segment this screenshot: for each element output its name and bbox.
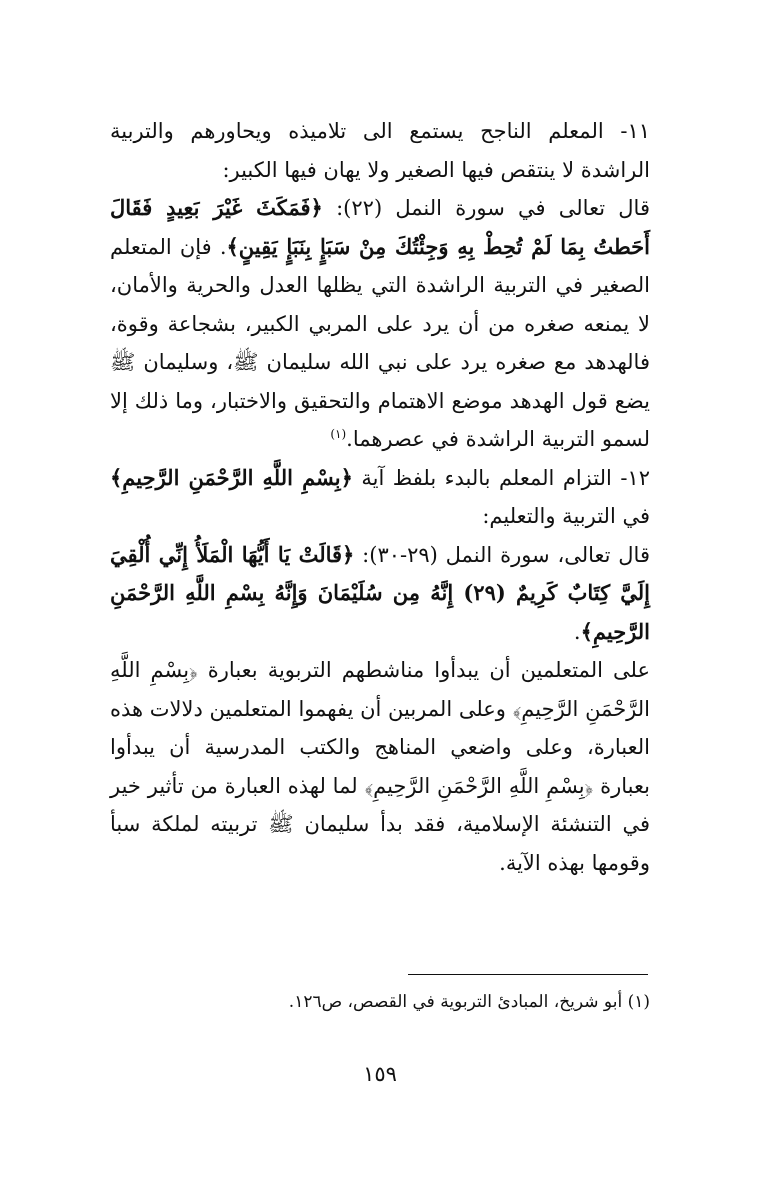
item-number: ١١- [620,119,650,143]
paragraph-11 [110,112,650,189]
paragraph-text: . [573,619,581,644]
paragraph-text-after: لما لهذه العبارة من تأثير خير في التنشئة الإسلامية، فقد بدأ سليمان ﷺ تربيته لملكة سبأ وقومها بهذه الآية. [110,773,650,875]
paragraph-verse-22 [110,189,650,459]
paragraph-text-after: في التربية والتعليم: [482,504,650,528]
paragraph-12 [110,459,650,536]
footnote-text: أبو شريخ، المبادئ التربوية في القصص، ص١٢٦. [288,992,623,1012]
footnote [110,990,650,1014]
footnote-divider [408,974,648,975]
verse-lead: قال تعالى في سورة النمل (٢٢): [336,196,650,220]
item-number: ١٢- [620,465,650,490]
paragraph-text: على المتعلمين أن يبدأوا مناشطهم التربوية بعبارة [207,658,650,682]
quran-verse: ﴿قَالَتْ يَا أَيُّهَا الْمَلَأُ إِنِّي أُلْقِيَ إِلَيَّ كِتَابٌ كَرِيمٌ (٢٩) إِنَّهُ مِن سُلَيْمَانَ وَإِنَّهُ بِسْمِ اللَّهِ الرَّحْمَنِ الرَّحِيمِ﴾ [110,541,651,644]
quran-basmala: ﴿بِسْمِ اللَّهِ الرَّحْمَنِ الرَّحِيمِ﴾ [110,464,353,490]
paragraph-text-middle: وعلى المربين أن يفهموا المتعلمين دلالات هذه العبارة، وعلى واضعي المناهج والكتب المدرسية أن يبدأوا بعبارة [109,696,650,798]
basmala-quote: ﴿بِسْمِ اللَّهِ الرَّحْمَنِ الرَّحِيمِ﴾ [110,658,650,721]
basmala-quote: ﴿بِسْمِ اللَّهِ الرَّحْمَنِ الرَّحِيمِ﴾ [364,773,594,798]
quran-verse: ﴿فَمَكَثَ غَيْرَ بَعِيدٍ فَقَالَ أَحَطتُ بِمَا لَمْ تُحِطْ بِهِ وَجِئْتُكَ مِنْ سَبَإٍ بِنَبَإٍ يَقِينٍ﴾ [110,195,651,259]
paragraph-text: التزام المعلم بالبدء بلفظ آية [361,465,612,490]
paragraph-verse-29-30 [110,536,650,652]
paragraph-text: . فإن المتعلم الصغير في التربية الراشدة التي يظلها العدل والحرية والأمان، لا يمنعه صغره من أن يرد على المربي الكبير، بشجاعة وقوة، فالهدهد مع صغره يرد على نبي الله سليمان ﷺ، وسليمان ﷺ يضع قول الهدهد موضع الاهتمام والتحقيق والاختبار، وما ذلك إلا لسمو التربية الراشدة في عصرهما. [110,234,650,451]
paragraph-text: المعلم الناجح يستمع الى تلاميذه ويحاورهم والتربية الراشدة لا ينتقص فيها الصغير ولا يهان فيها الكبير: [110,119,650,182]
verse-lead: قال تعالى، سورة النمل (٢٩-٣٠): [362,542,650,567]
footnote-marker: (١) [627,992,650,1012]
footnote-reference: (١) [330,427,347,441]
page-number: ١٥٩ [363,1062,397,1086]
paragraph-basmala-usage [110,651,650,882]
body-text [110,112,650,882]
